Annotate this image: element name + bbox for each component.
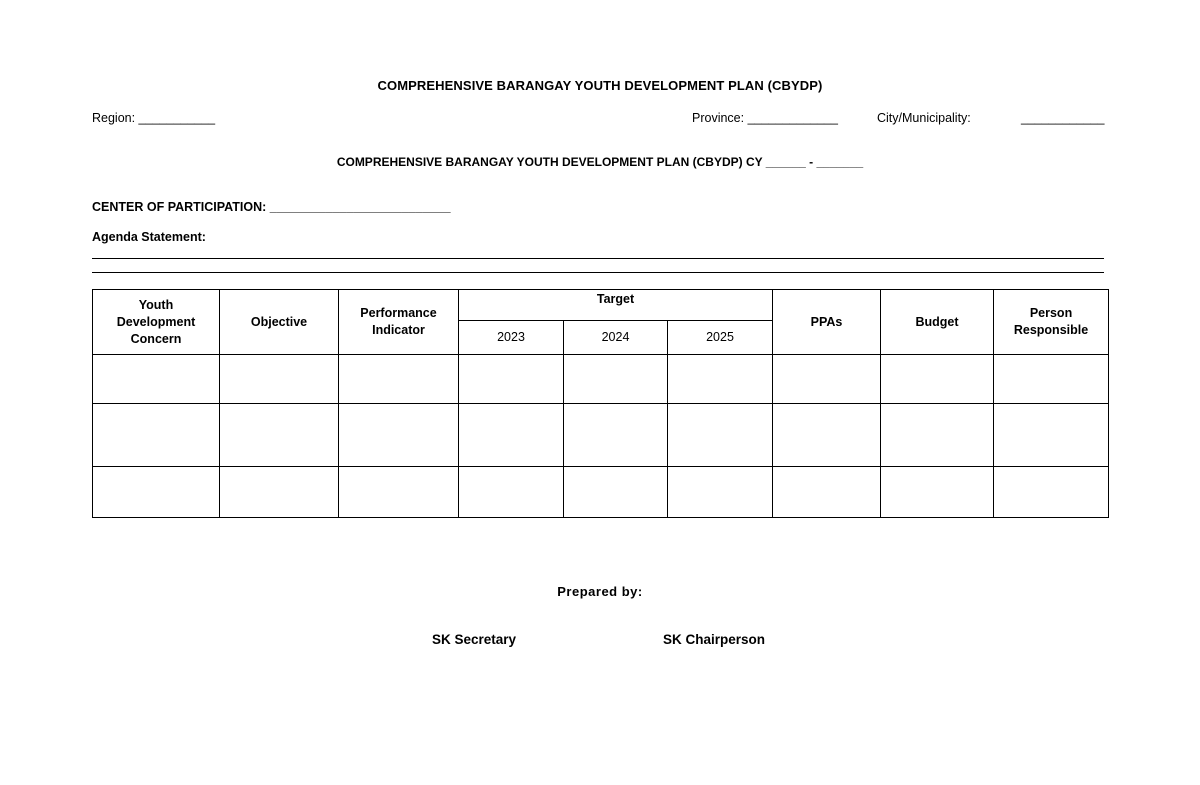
header-youth-development-concern: Youth Development Concern (93, 290, 220, 355)
table-cell[interactable] (881, 355, 994, 404)
sk-chairperson-label: SK Chairperson (663, 632, 766, 647)
table-cell[interactable] (459, 404, 564, 467)
table-row (93, 467, 1109, 518)
header-objective: Objective (220, 290, 339, 355)
plan-table (92, 289, 1109, 518)
table-cell[interactable] (339, 355, 459, 404)
table-cell[interactable] (339, 467, 459, 518)
table-cell[interactable] (881, 404, 994, 467)
table-cell[interactable] (459, 467, 564, 518)
table-cell[interactable] (668, 404, 773, 467)
sk-secretary-label: SK Secretary (432, 632, 517, 647)
document-title: COMPREHENSIVE BARANGAY YOUTH DEVELOPMENT PLAN (CBYDP) (377, 78, 823, 93)
agenda-line-1[interactable] (92, 258, 1104, 259)
table-cell[interactable] (773, 355, 881, 404)
table-cell[interactable] (668, 355, 773, 404)
header-performance-indicator: Performance Indicator (339, 290, 459, 355)
table-row (93, 355, 1109, 404)
agenda-line-2[interactable] (92, 272, 1104, 273)
table-cell[interactable] (994, 467, 1109, 518)
table-cell[interactable] (564, 467, 668, 518)
table-cell[interactable] (220, 467, 339, 518)
header-ppas: PPAs (773, 290, 881, 355)
table-cell[interactable] (339, 404, 459, 467)
center-of-participation-field[interactable]: CENTER OF PARTICIPATION: __________________________ (92, 200, 451, 214)
plan-subtitle: COMPREHENSIVE BARANGAY YOUTH DEVELOPMENT PLAN (CBYDP) CY ______ - _______ (336, 155, 864, 169)
header-person-responsible: Person Responsible (994, 290, 1109, 355)
prepared-by-label: Prepared by: (557, 584, 643, 599)
table-cell[interactable] (93, 404, 220, 467)
header-year-2023: 2023 (459, 321, 564, 355)
table-cell[interactable] (773, 467, 881, 518)
table-cell[interactable] (994, 355, 1109, 404)
table-cell[interactable] (459, 355, 564, 404)
header-year-2025: 2025 (668, 321, 773, 355)
city-field[interactable]: ____________ (1021, 111, 1105, 125)
table-cell[interactable] (881, 467, 994, 518)
table-cell[interactable] (93, 355, 220, 404)
header-year-2024: 2024 (564, 321, 668, 355)
table-cell[interactable] (93, 467, 220, 518)
table-cell[interactable] (668, 467, 773, 518)
table-cell[interactable] (220, 404, 339, 467)
table-cell[interactable] (564, 355, 668, 404)
header-target: Target (459, 290, 773, 321)
region-field[interactable]: Region: ___________ (92, 111, 216, 125)
province-field[interactable]: Province: _____________ (692, 111, 838, 125)
table-cell[interactable] (220, 355, 339, 404)
header-budget: Budget (881, 290, 994, 355)
table-cell[interactable] (773, 404, 881, 467)
table-cell[interactable] (994, 404, 1109, 467)
city-label: City/Municipality: (877, 111, 971, 125)
table-row (93, 404, 1109, 467)
table-cell[interactable] (564, 404, 668, 467)
agenda-statement-label: Agenda Statement: (92, 230, 206, 244)
